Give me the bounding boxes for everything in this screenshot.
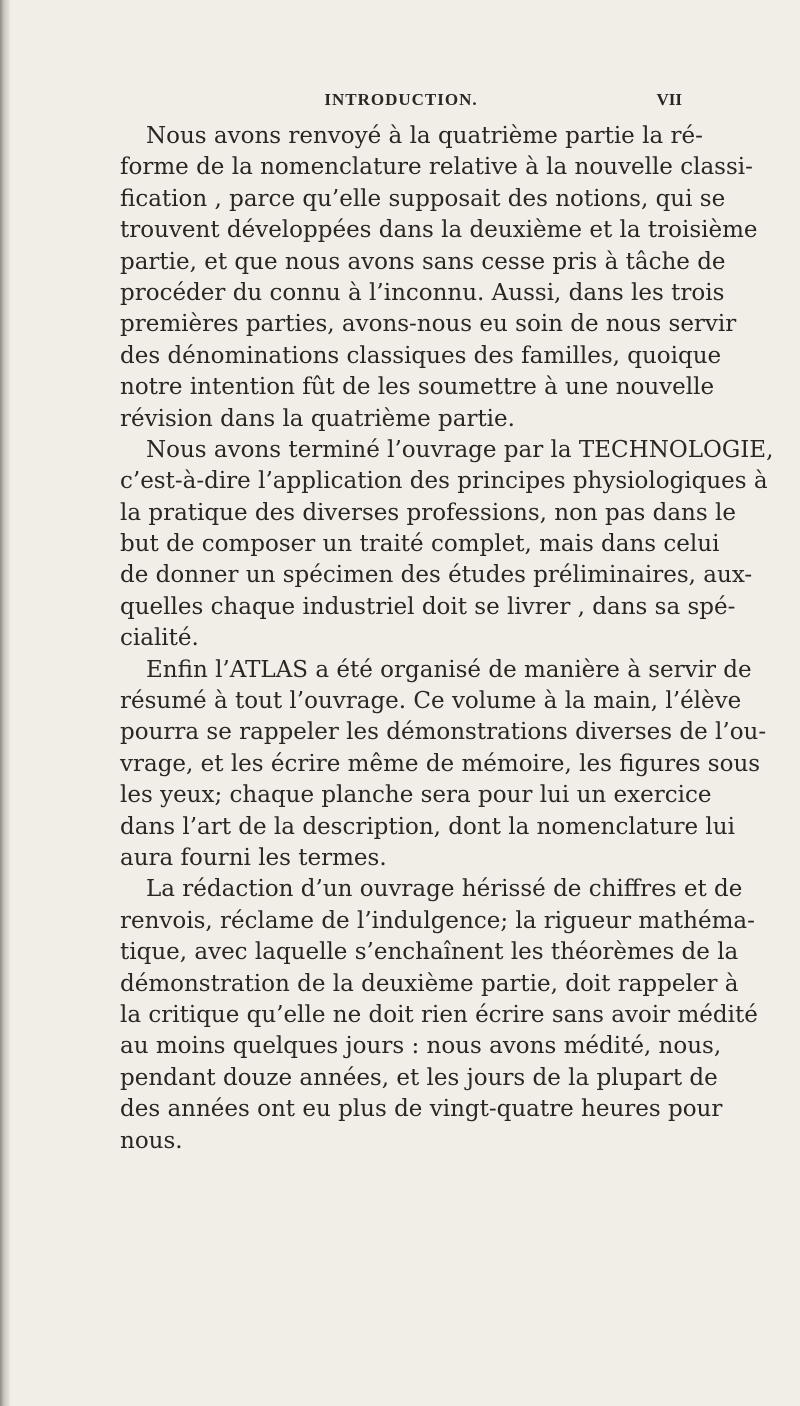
text-line: pendant douze années, et les jours de la plupart de <box>120 1064 718 1091</box>
text-line: des dénominations classiques des familles, quoique <box>120 342 722 369</box>
running-head-title: INTRODUCTION. <box>324 90 478 109</box>
page-number: VII <box>656 90 682 109</box>
body-text <box>120 121 774 1157</box>
text-line: fication , parce qu’elle supposait des notions, qui se <box>120 185 726 212</box>
text-line: cialité. <box>120 625 199 652</box>
text-line: résumé à tout l’ouvrage. Ce volume à la main, l’élève <box>120 688 742 715</box>
text-line: les yeux; chaque planche sera pour lui un exercice <box>120 782 712 809</box>
text-line: c’est-à-dire l’application des principes physiologiques à <box>120 468 768 495</box>
text-line: nous. <box>120 1127 183 1154</box>
text-line: partie, et que nous avons sans cesse pris à tâche de <box>120 248 726 275</box>
text-line: tique, avec laquelle s’enchaînent les théorèmes de la <box>120 939 739 966</box>
text-line: procéder du connu à l’inconnu. Aussi, dans les trois <box>120 279 725 306</box>
paragraph-atlas <box>120 655 767 875</box>
text-line: Nous avons terminé l’ouvrage par la TECHNOLOGIE, <box>146 436 774 463</box>
text-line: notre intention fût de les soumettre à une nouvelle <box>120 374 715 401</box>
paragraph-technologie <box>120 435 774 655</box>
text-line: des années ont eu plus de vingt-quatre heures pour <box>120 1096 723 1123</box>
text-line: révision dans la quatrième partie. <box>120 405 515 432</box>
text-line: démonstration de la deuxième partie, doit rappeler à <box>120 970 739 997</box>
running-head <box>120 90 682 114</box>
text-line: quelles chaque industriel doit se livrer , dans sa spé- <box>120 593 736 620</box>
text-line: Nous avons renvoyé à la quatrième partie la ré- <box>146 123 703 149</box>
paragraph-redaction <box>120 874 758 1157</box>
text-line: La rédaction d’un ouvrage hérissé de chiffres et de <box>146 876 743 903</box>
page-edge-shadow <box>0 0 10 1406</box>
text-line: forme de la nomenclature relative à la nouvelle classi- <box>120 154 753 181</box>
text-line: de donner un spécimen des études préliminaires, aux- <box>120 562 753 589</box>
text-line: renvois, réclame de l’indulgence; la rigueur mathéma- <box>120 907 755 934</box>
text-line: but de composer un traité complet, mais dans celui <box>120 531 720 558</box>
text-line: dans l’art de la description, dont la nomenclature lui <box>120 813 735 840</box>
text-line: Enfin l’ATLAS a été organisé de manière à servir de <box>146 656 752 683</box>
paragraph-reform-nomenclature <box>120 121 758 435</box>
text-line: aura fourni les termes. <box>120 844 387 871</box>
text-line: la critique qu’elle ne doit rien écrire sans avoir médité <box>120 1001 758 1028</box>
text-line: la pratique des diverses professions, non pas dans le <box>120 499 736 526</box>
text-line: vrage, et les écrire même de mémoire, les figures sous <box>120 750 761 777</box>
text-line: pourra se rappeler les démonstrations diverses de l’ou- <box>120 719 767 746</box>
text-line: au moins quelques jours : nous avons médité, nous, <box>120 1033 722 1060</box>
text-line: trouvent développées dans la deuxième et la troisième <box>120 217 758 244</box>
text-line: premières parties, avons-nous eu soin de nous servir <box>120 311 737 338</box>
